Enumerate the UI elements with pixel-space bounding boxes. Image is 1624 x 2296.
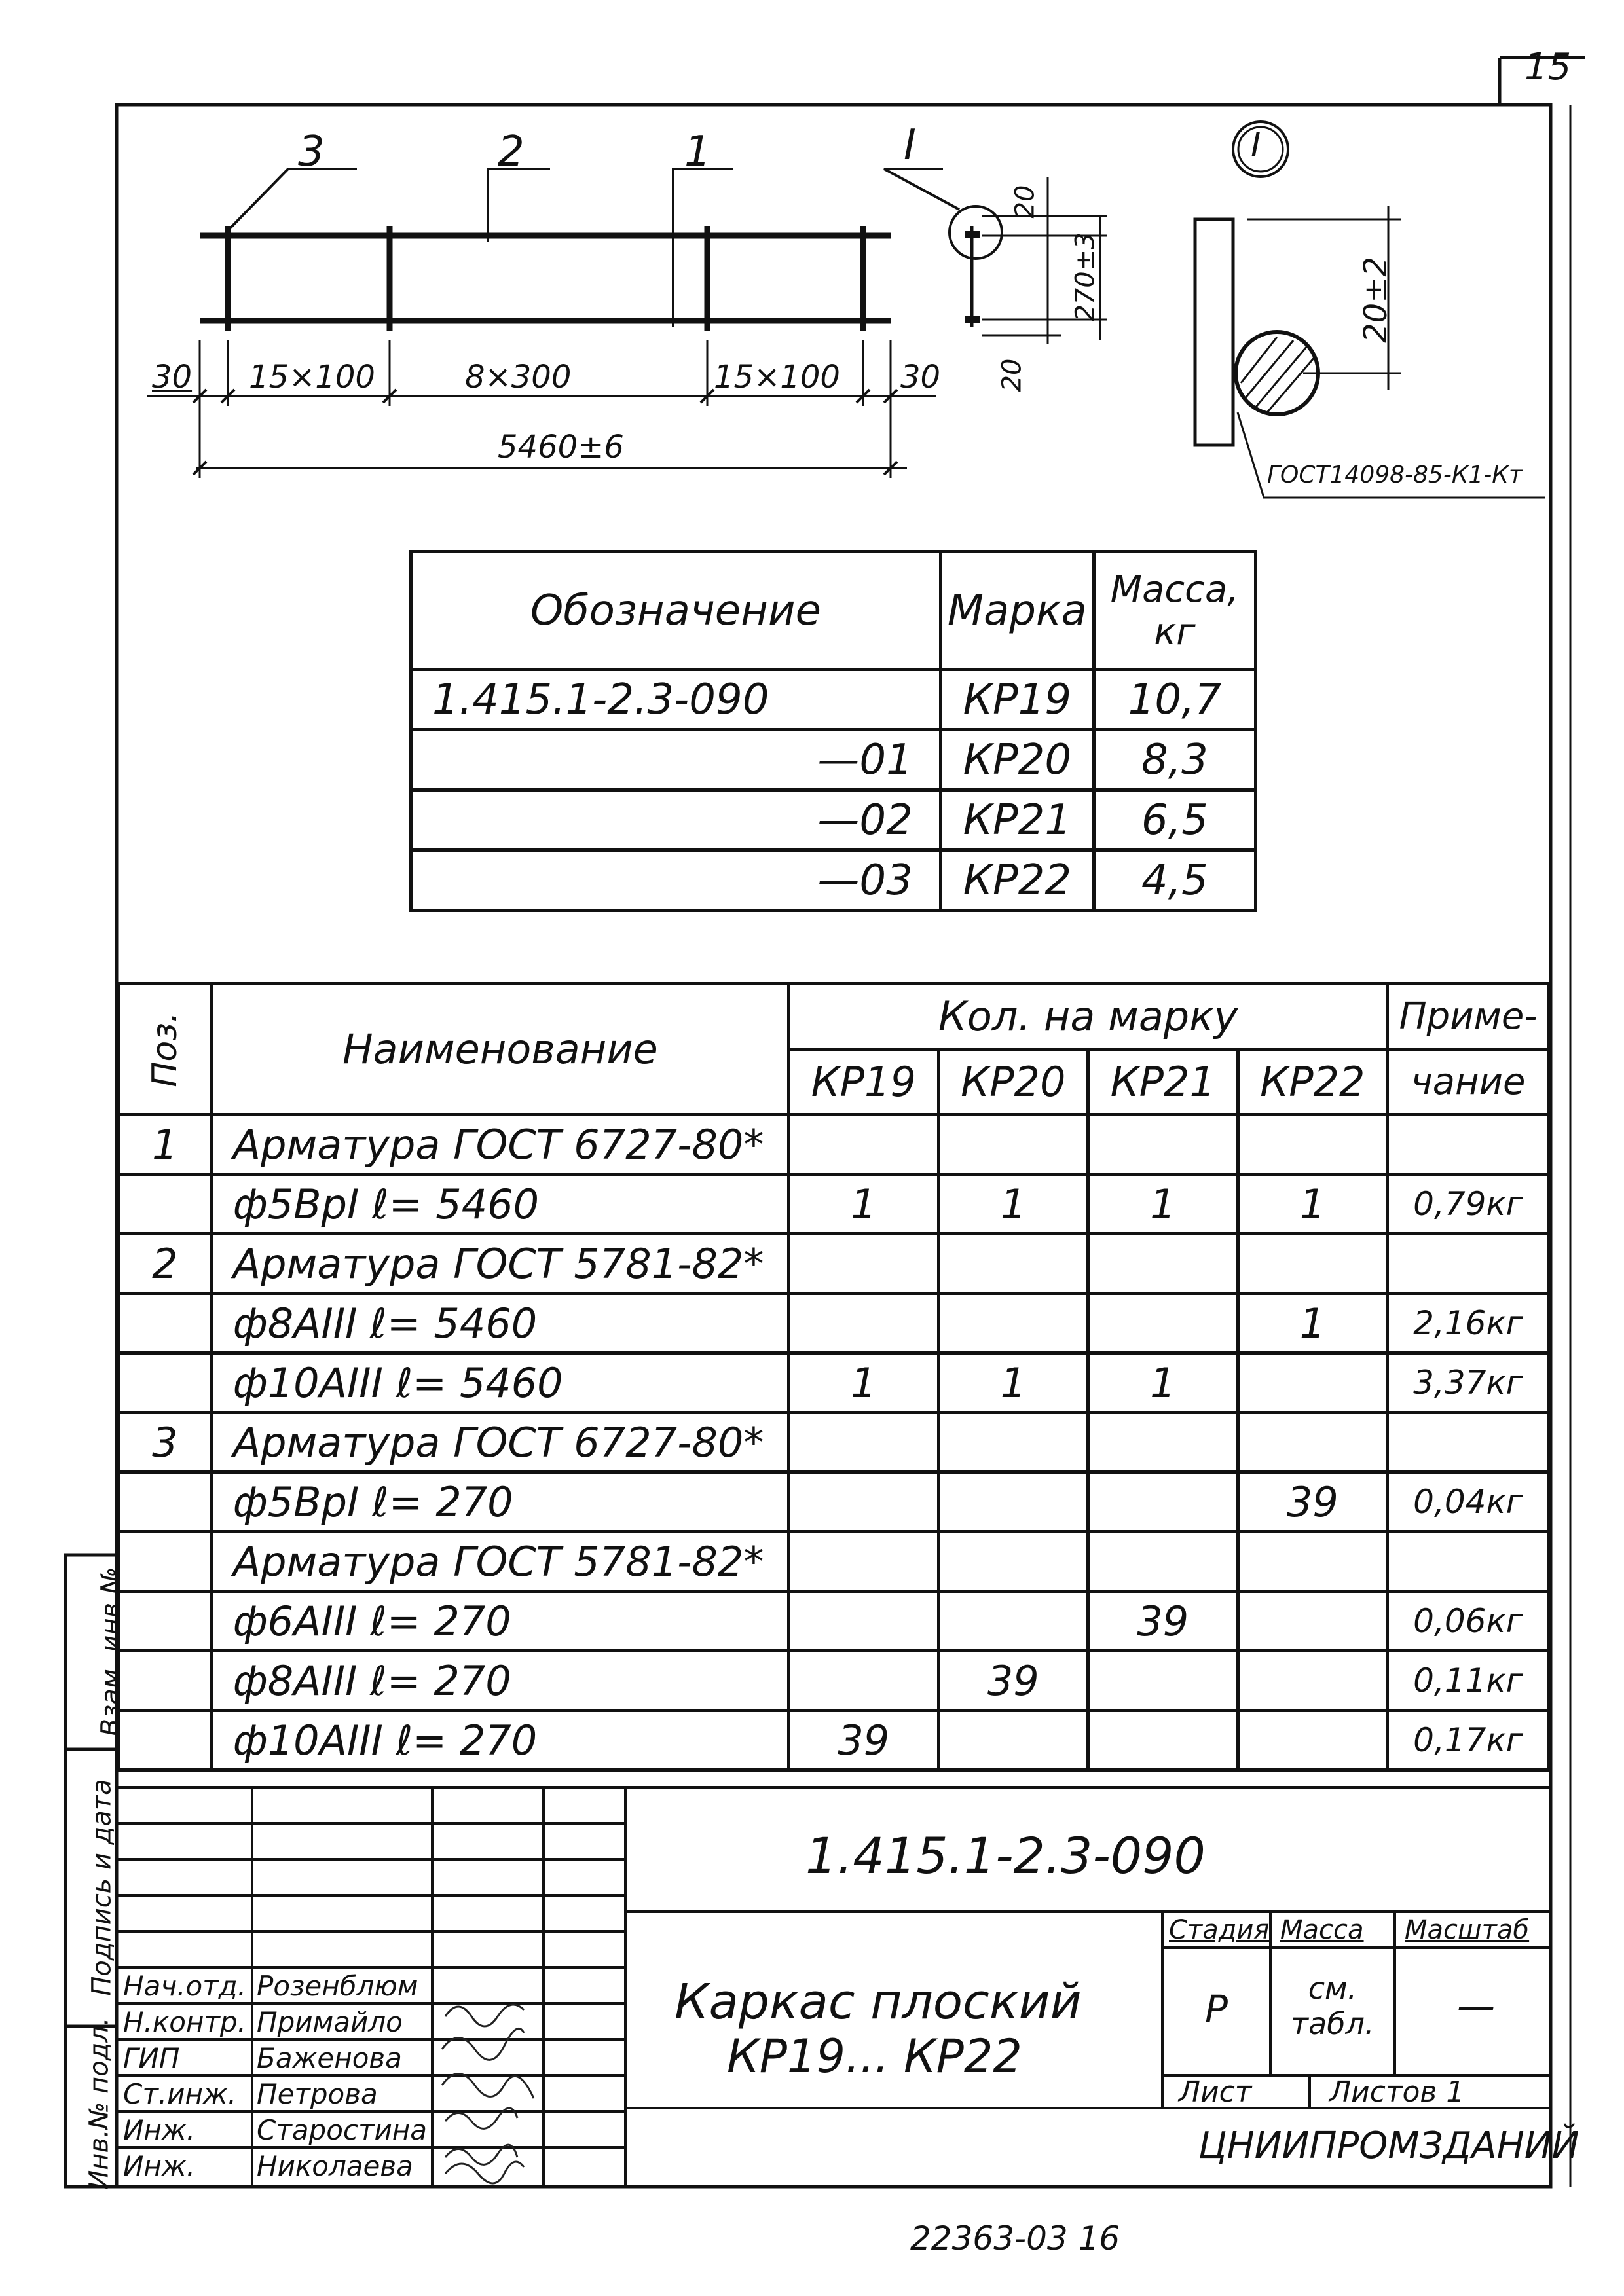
table-cell: 2,16кг — [1388, 1294, 1549, 1353]
table-cell: Арматура ГОСТ 6727-80* — [212, 1413, 788, 1472]
title-block-mass-value: см. табл. — [1291, 1971, 1375, 2041]
spec-header-name: Наименование — [212, 984, 788, 1115]
mark-header-designation: Обозначение — [411, 552, 941, 670]
table-cell: 0,04кг — [1388, 1472, 1549, 1532]
table-cell: 1 — [1238, 1175, 1388, 1234]
detail-marker: I — [904, 121, 916, 170]
title-block-sheet-label: Лист — [1179, 2075, 1252, 2109]
side-stamp-signature-date: Подпись и дата — [86, 1779, 117, 1996]
spec-table: Поз. Наименование Кол. на марку Приме- КР19 КР20 КР21 КР22 чание 1 Арматура ГОСТ 6727-80* ф5ВрI ℓ= 5460 1 1 1 1 0,79кг 2 Арматура ГОСТ 5781-82* ф8АIII ℓ= 5460 1 2,16кг ф10АIII ℓ= 5460 1 1 1 3,37кг 3 Арматура ГОСТ 6727-80* ф5ВрI ℓ= 270 39 0,04кг Арматура ГОСТ 5781-82* ф6АIII ℓ= 270 39 0,06кг ф8АIII ℓ= 270 39 0,11кг ф10АIII ℓ= 270 39 0,17кг — [117, 982, 1551, 1772]
table-cell: 1 — [1238, 1294, 1388, 1353]
dim-end-left: 30 — [152, 359, 193, 395]
spec-header-note1: Приме- — [1388, 984, 1549, 1049]
spec-header-qty: Кол. на марку — [789, 984, 1388, 1049]
person-role: Н.контр. — [123, 2006, 246, 2038]
table-row: —02 КР21 6,5 — [411, 790, 1256, 850]
dim-section-bottom: 20 — [997, 358, 1027, 392]
table-cell: 39 — [789, 1711, 939, 1770]
pos-label-1: 1 — [684, 128, 711, 176]
weld-note: ГОСТ14098-85-К1-Кт — [1267, 462, 1522, 488]
table-cell: 0,17кг — [1388, 1711, 1549, 1770]
dim-total: 5460±6 — [498, 429, 624, 465]
table-cell: Арматура ГОСТ 5781-82* — [212, 1532, 788, 1592]
title-block-scale-label: Масштаб — [1405, 1915, 1530, 1945]
table-cell: ф10АIII ℓ= 270 — [212, 1711, 788, 1770]
table-cell: 39 — [1238, 1472, 1388, 1532]
table-cell: 1 — [1088, 1175, 1238, 1234]
person-role: Инж. — [123, 2150, 196, 2182]
title-block-sheets-label: Листов 1 — [1329, 2075, 1465, 2109]
table-cell: 1 — [938, 1353, 1088, 1413]
table-cell: 0,06кг — [1388, 1592, 1549, 1651]
table-cell: ф5ВрI ℓ= 270 — [212, 1472, 788, 1532]
sheet-number: 15 — [1524, 46, 1572, 88]
detail-title: I — [1251, 126, 1261, 165]
dim-seg2: 8×300 — [465, 359, 572, 395]
table-row: —03 КР22 4,5 — [411, 850, 1256, 911]
title-block-stage-label: Стадия — [1169, 1915, 1270, 1945]
dim-seg3: 15×100 — [714, 359, 840, 395]
table-cell: 1 — [789, 1353, 939, 1413]
person-name: Старостина — [257, 2114, 427, 2146]
spec-header-note2: чание — [1388, 1049, 1549, 1115]
signatures — [442, 2005, 534, 2183]
title-block-stage-value: Р — [1205, 1987, 1228, 2032]
pos-label-3: 3 — [298, 128, 325, 176]
title-block-title1: Каркас плоский — [674, 1974, 1082, 2030]
table-cell: 39 — [938, 1651, 1088, 1711]
dim-seg1: 15×100 — [249, 359, 375, 395]
table-cell: 1 — [789, 1175, 939, 1234]
person-role: ГИП — [123, 2042, 180, 2074]
person-role: Нач.отд. — [123, 1970, 247, 2002]
table-cell: 0,11кг — [1388, 1651, 1549, 1711]
table-cell: 2 — [119, 1234, 212, 1294]
mark-header-mark: Марка — [940, 552, 1094, 670]
side-stamp-inv-no: Инв.№ подл. — [84, 2017, 115, 2190]
person-name: Николаева — [257, 2150, 413, 2182]
table-cell: ф10АIII ℓ= 5460 — [212, 1353, 788, 1413]
table-cell: 0,79кг — [1388, 1175, 1549, 1234]
table-cell: Арматура ГОСТ 5781-82* — [212, 1234, 788, 1294]
table-cell: 3 — [119, 1413, 212, 1472]
title-block-mass-label: Масса — [1280, 1915, 1364, 1945]
dim-detail: 20±2 — [1357, 257, 1394, 343]
person-name: Петрова — [257, 2078, 378, 2110]
table-cell: 1 — [938, 1175, 1088, 1234]
mark-header-mass: Масса, кг — [1094, 552, 1255, 670]
side-stamp-replaced-inv: Взам. инв.№ — [96, 1567, 126, 1737]
table-cell: 1 — [1088, 1353, 1238, 1413]
person-name: Баженова — [257, 2042, 402, 2074]
bottom-number: 22363-03 16 — [910, 2219, 1120, 2257]
dim-section-mid: 270±3 — [1070, 232, 1101, 321]
table-row: 1.415.1-2.3-090 КР19 10,7 — [411, 670, 1256, 730]
dim-section-top: 20 — [1010, 185, 1041, 219]
person-name: Примайло — [257, 2006, 403, 2038]
title-block-org: ЦНИИПРОМЗДАНИЙ — [1198, 2124, 1579, 2167]
person-role: Ст.инж. — [123, 2078, 237, 2110]
dim-end-right: 30 — [900, 359, 941, 395]
title-block-code: 1.415.1-2.3-090 — [805, 1827, 1206, 1885]
table-cell: 1 — [119, 1115, 212, 1175]
spec-header-pos: Поз. — [119, 984, 212, 1115]
table-row: —01 КР20 8,3 — [411, 730, 1256, 790]
person-name: Розенблюм — [257, 1970, 418, 2002]
pos-label-2: 2 — [498, 128, 525, 176]
table-cell: 39 — [1088, 1592, 1238, 1651]
table-cell: ф5ВрI ℓ= 5460 — [212, 1175, 788, 1234]
person-role: Инж. — [123, 2114, 196, 2146]
table-cell: 3,37кг — [1388, 1353, 1549, 1413]
table-cell: Арматура ГОСТ 6727-80* — [212, 1115, 788, 1175]
title-block-scale-value: — — [1457, 1984, 1495, 2028]
table-cell: ф6АIII ℓ= 270 — [212, 1592, 788, 1651]
title-block-title2: КР19... КР22 — [727, 2030, 1022, 2083]
table-cell: ф8АIII ℓ= 270 — [212, 1651, 788, 1711]
table-cell: ф8АIII ℓ= 5460 — [212, 1294, 788, 1353]
